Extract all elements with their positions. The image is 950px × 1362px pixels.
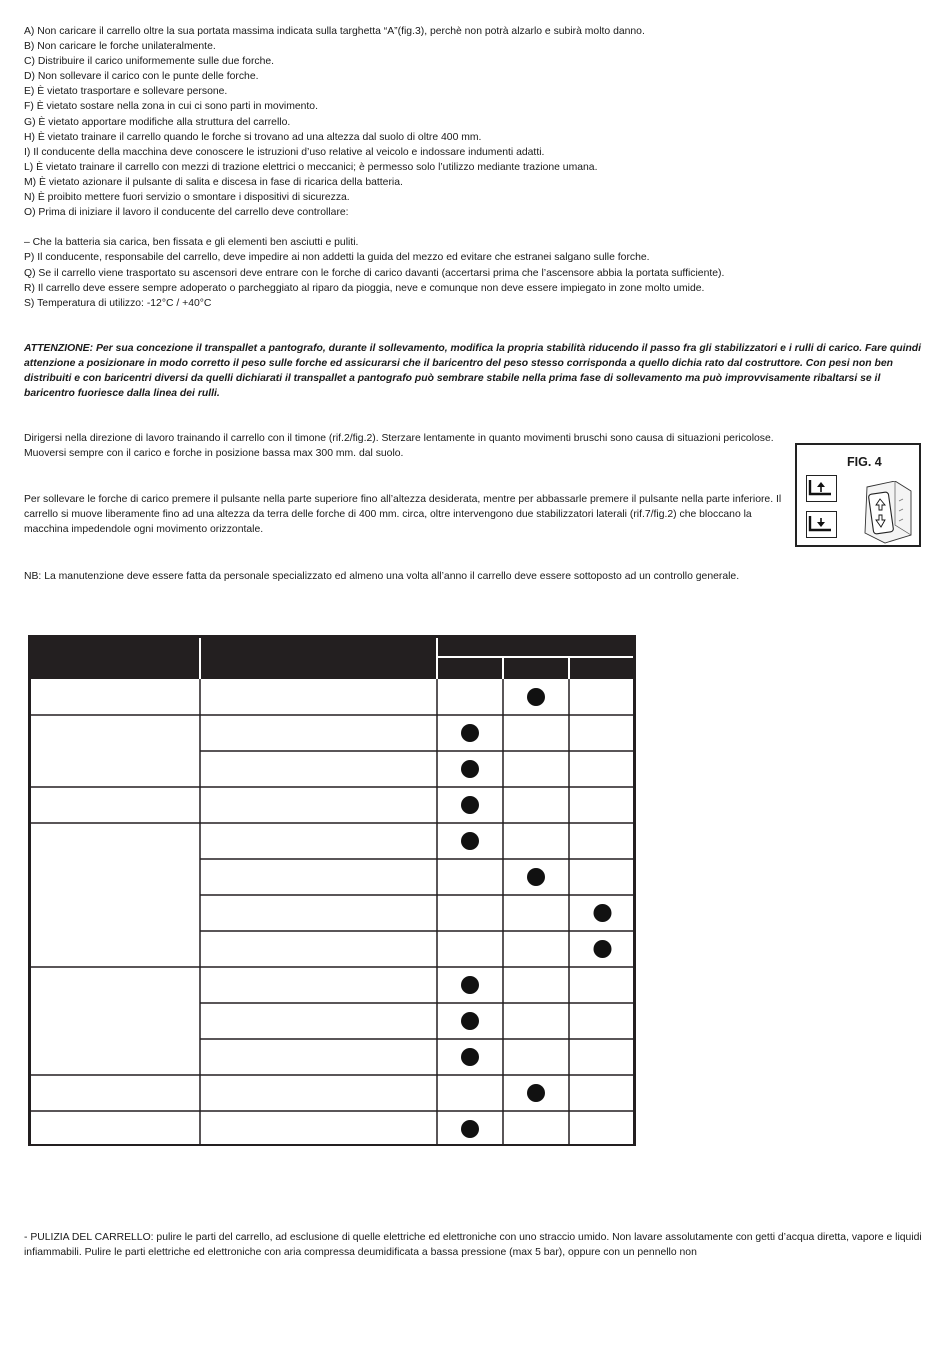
rule-f: F) È vietato sostare nella zona in cui ci sono parti in movimento. (24, 101, 318, 113)
maintenance-table-grid (28, 635, 638, 1146)
interval-dot (461, 1012, 479, 1030)
interval-dot (461, 1048, 479, 1066)
interval-dot (594, 940, 612, 958)
rule-c: C) Distribuire il carico uniformemente sulle due forche. (24, 56, 275, 68)
driving-instructions: Dirigersi nella direzione di lavoro trainando il carrello con il timone (rif.2/fig.2). Sterzare lentamente in quanto movimenti bruschi sono causa di situazioni pericolose. Muoversi sempre con il carico e forche in posizione bassa max 300 mm. dal suolo. (24, 433, 774, 460)
fork-raise-icon (806, 475, 837, 502)
interval-dot (461, 796, 479, 814)
interval-dot (461, 1120, 479, 1138)
rule-o: O) Prima di iniziare il lavoro il conducente del carrello deve controllare: (24, 207, 349, 219)
maintenance-note: NB: La manutenzione deve essere fatta da personale specializzato ed almeno una volta all’anno il carrello deve essere sottoposto ad un controllo generale. (24, 571, 740, 582)
interval-dot (527, 868, 545, 886)
interval-dot (527, 1084, 545, 1102)
interval-dot (461, 976, 479, 994)
rule-b: B) Non caricare le forche unilateralmente. (24, 41, 216, 53)
rule-p: P) Il conducente, responsabile del carrello, deve impedire ai non addetti la guida del mezzo ed evitare che estranei salgano sulle forche. (24, 252, 650, 264)
rule-l: L) È vietato trainare il carrello con mezzi di trazione elettrici o meccanici; è permesso solo l’utilizzo mediante trazione umana. (24, 161, 598, 173)
rule-n: N) È proibito mettere fuori servizio o smontare i dispositivi di sicurezza. (24, 192, 350, 204)
rule-g: G) È vietato apportare modifiche alla struttura del carrello. (24, 116, 291, 128)
fork-lower-icon (806, 511, 837, 538)
figure-4-lift-button (795, 443, 921, 547)
table-border (30, 637, 635, 1146)
rule-i: I) Il conducente della macchina deve conoscere le istruzioni d’uso relative al veicolo e indossare indumenti adatti. (24, 146, 545, 158)
rule-r: R) Il carrello deve essere sempre adoperato o parcheggiato al riparo da pioggia, neve e comunque non deve essere impiegato in zone molto umide. (24, 282, 705, 294)
safety-rules-list (24, 24, 924, 311)
rocker-switch-icon (857, 481, 917, 550)
cleaning-instructions: - PULIZIA DEL CARRELLO: pulire le parti del carrello, ad esclusione di quelle elettriche ed elettroniche con uno straccio umido. Non lavare assolutamente con getti d’acqua diretta, vapore e liquidi infiammabili. Pulire le parti elettriche ed elettroniche con aria compressa deumidificata a bassa pressione (max 5 bar), oppure con un pennello non (24, 1232, 922, 1259)
rule-e: E) È vietato trasportare e sollevare persone. (24, 86, 228, 98)
rule-d: D) Non sollevare il carico con le punte delle forche. (24, 71, 259, 83)
interval-dot (461, 832, 479, 850)
interval-dot (461, 724, 479, 742)
rule-m: M) È vietato azionare il pulsante di salita e discesa in fase di ricarica della batteria. (24, 176, 403, 188)
interval-dot (461, 760, 479, 778)
rule-h: H) È vietato trainare il carrello quando le forche si trovano ad una altezza dal suolo di oltre 400 mm. (24, 131, 482, 143)
figure-label: FIG. 4 (847, 455, 882, 469)
lifting-instructions: Per sollevare le forche di carico premere il pulsante nella parte superiore fino all’altezza desiderata, mentre per abbassarle premere il pulsante nella parte inferiore. Il carrello si muove liberamente fino ad una altezza da terra delle forche di 400 mm. circa, oltre intervengono due stabilizzatori laterali (rif.7/fig.2) che bloccano la macchina impedendole ogni movimento orizzontale. (24, 494, 782, 536)
interval-dot (594, 904, 612, 922)
rule-q: Q) Se il carrello viene trasportato su ascensori deve entrare con le forche di carico davanti (accertarsi prima che l’ascensore abbia la portata sufficiente). (24, 267, 725, 279)
rule-o-item: – Che la batteria sia carica, ben fissata e gli elementi ben asciutti e puliti. (24, 237, 359, 249)
rule-s: S) Temperatura di utilizzo: -12°C / +40°C (24, 297, 212, 309)
stability-warning: ATTENZIONE: Per sua concezione il transpallet a pantografo, durante il sollevamento, modifica la propria stabilità riducendo il passo fra gli stabilizzatori e i rulli di carico. Fare quindi attenzione a posizionare in modo corretto il peso sulle forche ed assicurarsi che il baricentro del peso stesso corrisponda a quello dichia rato dal costruttore. Con pesi non ben distribuiti e con baricentri diversi da quelli dichiarati il transpallet a pantografo può sembrare stabile nella prima fase di sollevamento ma può improvvisamente ribaltarsi se il baricentro fuoriesce dalla linea dei rulli. (24, 343, 922, 400)
interval-dot (527, 688, 545, 706)
maintenance-table (28, 635, 638, 1146)
rule-a: A) Non caricare il carrello oltre la sua portata massima indicata sulla targhetta “A”(fig.3), perchè non potrà alzarlo e subirà molto danno. (24, 26, 645, 37)
